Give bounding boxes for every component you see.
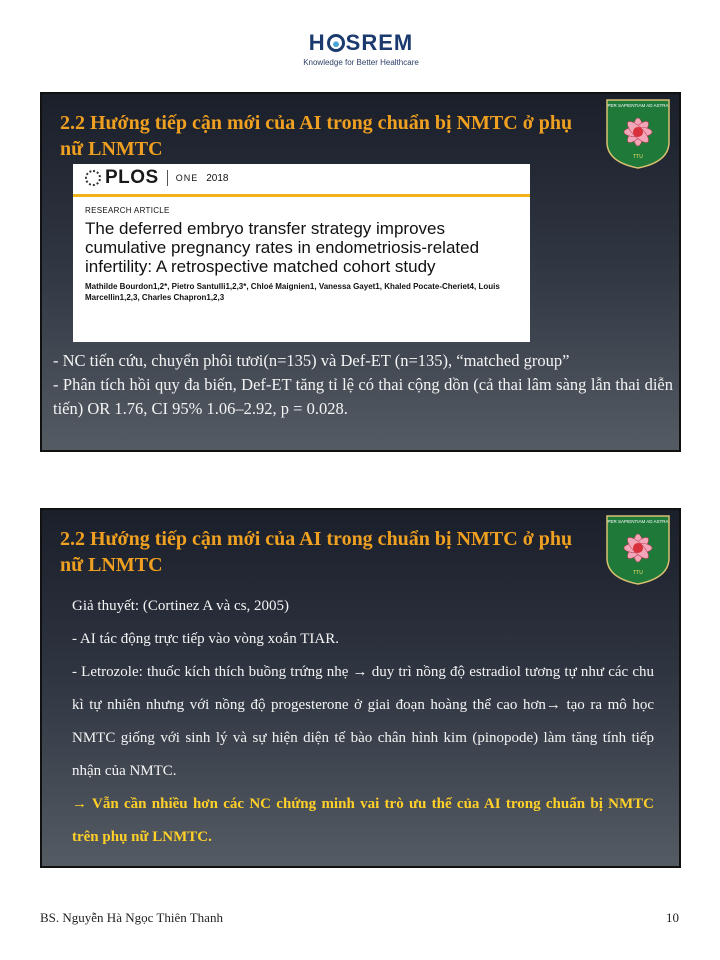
bullet-point: - AI tác động trực tiếp vào vòng xoắn TIAR. xyxy=(72,631,339,647)
plos-logo-icon xyxy=(85,170,101,186)
university-emblem-icon xyxy=(605,98,671,170)
article-type: RESEARCH ARTICLE xyxy=(85,206,170,215)
slide-1 xyxy=(40,92,681,452)
university-emblem-icon xyxy=(605,514,671,586)
svg-text:PER SAPIENTIAM AD ASTRA: PER SAPIENTIAM AD ASTRA xyxy=(607,519,669,524)
slide-title: 2.2 Hướng tiếp cận mới của AI trong chuẩn bị NMTC ở phụ nữ LNMTC xyxy=(60,112,573,160)
svg-text:PER SAPIENTIAM AD ASTRA: PER SAPIENTIAM AD ASTRA xyxy=(607,103,669,108)
footer-author: BS. Nguyễn Hà Ngọc Thiên Thanh xyxy=(40,910,223,925)
article-authors: Mathilde Bourdon1,2*, Pietro Santulli1,2,3*, Chloé Maignien1, Vanessa Gayet1, Khaled Pocate-Cheriet4, Louis Marcellin1,2,3, Charles Chapron1,2,3 xyxy=(85,282,500,302)
logo-wordmark: H SREM xyxy=(308,30,414,55)
bullet-point: - Letrozole: thuốc kích thích buồng trứng nhẹ → duy trì nồng độ estradiol tương tự như các chu kì tự nhiên nhưng với nồng độ progesterone ở giai đoạn hoàng thể cao hơn→ tạo ra mô học NMTC giống với sinh lý và sự hiện diện tế bào chân hình kim (pinopode) làm tăng tính tiếp nhận của NMTC. xyxy=(72,664,654,779)
paper-screenshot xyxy=(73,164,530,342)
article-title: The deferred embryo transfer strategy improves cumulative pregnancy rates in endometriosis-related infertility: A retrospective matched cohort study xyxy=(85,219,480,276)
slide-body xyxy=(53,349,673,421)
hosrem-logo xyxy=(296,30,426,74)
plos-logo: PLOS xyxy=(85,167,159,189)
hypothesis-line: Giả thuyết: (Cortinez A và cs, 2005) xyxy=(72,598,290,614)
slide-title: 2.2 Hướng tiếp cận mới của AI trong chuẩn bị NMTC ở phụ nữ LNMTC xyxy=(60,528,573,576)
bullet-point: - NC tiến cứu, chuyển phôi tươi(n=135) và Def-ET (n=135), “matched group” xyxy=(53,351,570,370)
publication-year: 2018 xyxy=(206,172,229,184)
slide-2 xyxy=(40,508,681,868)
svg-text:TTU: TTU xyxy=(633,154,643,160)
page-number: 10 xyxy=(666,910,679,925)
conclusion-text: → Vẫn cần nhiều hơn các NC chứng minh vai trò ưu thế của AI trong chuẩn bị NMTC trên phụ nữ LNMTC. xyxy=(72,796,654,845)
journal-name: ONE xyxy=(175,173,199,183)
svg-text:TTU: TTU xyxy=(633,570,643,576)
logo-globe-icon xyxy=(327,34,345,52)
bullet-point: - Phân tích hồi quy đa biến, Def-ET tăng tỉ lệ có thai cộng dồn (cả thai lâm sàng lẫn thai diễn tiến) OR 1.76, CI 95% 1.06–2.92, p = 0.028. xyxy=(53,375,673,418)
slide-body xyxy=(72,590,654,854)
logo-tagline: Knowledge for Better Healthcare xyxy=(303,58,419,67)
